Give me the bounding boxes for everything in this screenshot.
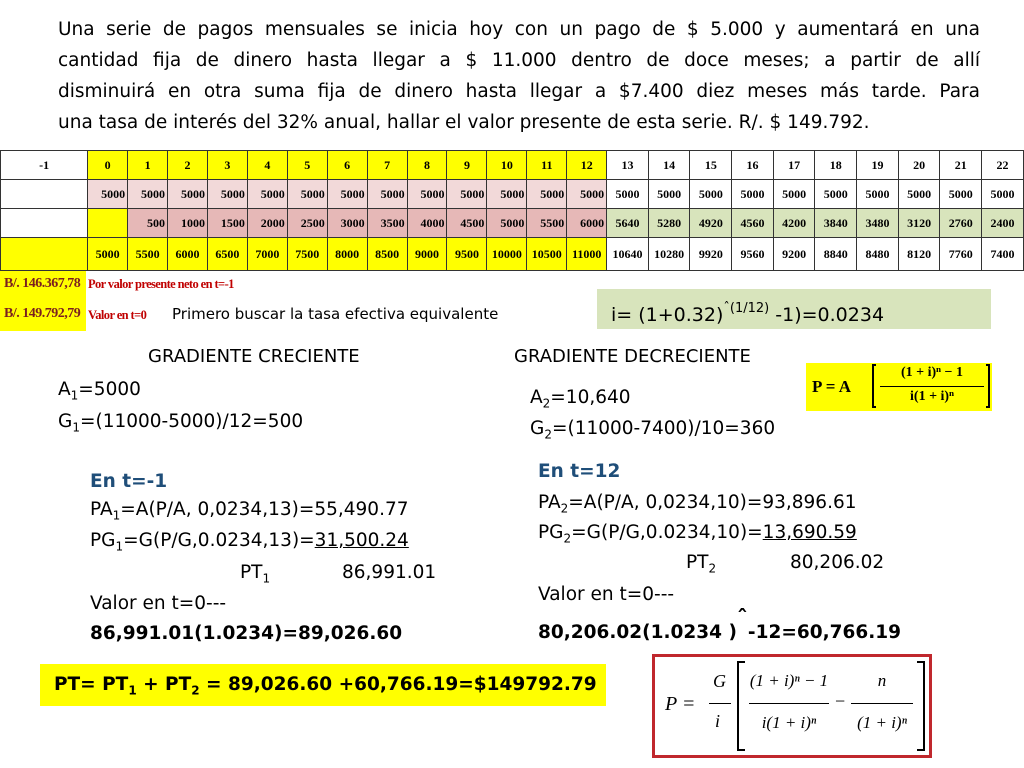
base-payment-cell: 5000	[857, 180, 899, 209]
total-payment-cell: 8840	[815, 238, 857, 271]
gradient-cell: 3480	[857, 209, 899, 238]
period-cell: 4	[247, 151, 287, 180]
period-cell: 20	[898, 151, 940, 180]
annuity-numerator: (1 + i)ⁿ − 1	[900, 365, 964, 380]
period-cell: 17	[773, 151, 815, 180]
base-payment-cell: 5000	[287, 180, 327, 209]
heading-decreasing-gradient: GRADIENTE DECRECIENTE	[514, 346, 751, 367]
pa1-value: $PA_1=A(P/A$, 0,0234,13)=55,490.77	[90, 499, 409, 523]
g2-value: $G_2=(11000-7400)/10=360$	[530, 418, 776, 442]
net-present-value-t-minus-1: B/. 146.367,78	[4, 276, 81, 291]
rate-formula-start: i= (1+0.32)	[611, 304, 724, 326]
gradient-cell: 2760	[940, 209, 982, 238]
period-cell: 8	[407, 151, 447, 180]
base-payment-cell: 5000	[168, 180, 208, 209]
cashflow-table	[0, 150, 1024, 271]
table-row	[1, 238, 1024, 271]
final-result: $PT= PT_1 + PT_2 = 89,026.60$ +60,766.19=$149792.79	[40, 664, 606, 706]
gradient-cell: 2400	[982, 209, 1024, 238]
gradient-cell: 2500	[287, 209, 327, 238]
bracket-left	[872, 364, 876, 408]
gradient-cell: 3500	[367, 209, 407, 238]
gradient-cell: 6000	[567, 209, 607, 238]
base-payment-cell: 5000	[982, 180, 1024, 209]
gradient-cell: 3840	[815, 209, 857, 238]
rate-note: Primero buscar la tasa efectiva equivalente	[172, 305, 499, 323]
a2-value: $A_2=10,640$	[530, 387, 631, 411]
problem-line-2: cantidad fija de dinero hasta llegar a $ 11.000 dentro de doce meses; a partir de allí	[58, 50, 980, 71]
period-cell: 0	[88, 151, 128, 180]
g-fraction-bar	[709, 703, 731, 704]
problem-line-3: disminuirá en otra suma fija de dinero hasta llegar a $7.400 diez meses más tarde. Para	[58, 81, 980, 102]
base-payment-cell: 5000	[940, 180, 982, 209]
right-time-label: En t=12	[538, 461, 621, 482]
period-cell: 5	[287, 151, 327, 180]
total-payment-cell: 10000	[487, 238, 527, 271]
period-cell: 7	[367, 151, 407, 180]
base-payment-cell: 5000	[773, 180, 815, 209]
gradient-cell: 2000	[247, 209, 287, 238]
value-t0: B/. 149.792,79	[4, 306, 81, 321]
period-cell: 13	[607, 151, 649, 180]
g1-value: $G_1=(11000-5000)/12=500$	[58, 411, 304, 435]
fraction-bar-1	[749, 703, 829, 704]
total-payment-cell: 9200	[773, 238, 815, 271]
gradient-i: i	[715, 711, 721, 731]
total-payment-cell: 9000	[407, 238, 447, 271]
total-payment-cell: 11000	[567, 238, 607, 271]
total-payment-cell: 5000	[88, 238, 128, 271]
period-cell: 12	[567, 151, 607, 180]
total-payment-cell: 6500	[207, 238, 247, 271]
base-payment-cell: 5000	[207, 180, 247, 209]
base-payment-cell: 5000	[88, 180, 128, 209]
period-cell: 19	[857, 151, 899, 180]
gradient-g: G	[713, 671, 726, 691]
left-value-t0-label: Valor en t=0---	[90, 593, 227, 614]
base-payment-cell: 5000	[367, 180, 407, 209]
bracket-left	[737, 661, 745, 751]
total-payment-cell: 7500	[287, 238, 327, 271]
annuity-formula	[806, 363, 992, 411]
period-cell: 11	[527, 151, 567, 180]
fraction-bar-2	[851, 703, 913, 704]
base-payment-cell: 5000	[815, 180, 857, 209]
gradient-num2: n	[877, 671, 887, 690]
gradient-formula	[652, 654, 932, 758]
period-cell: 14	[648, 151, 690, 180]
gradient-cell: 5000	[487, 209, 527, 238]
gradient-den1: i(1 + i)ⁿ	[761, 713, 817, 732]
base-payment-cell: 5000	[648, 180, 690, 209]
a1-value: $A_1=5000$	[58, 379, 141, 403]
total-payment-cell: 9500	[447, 238, 487, 271]
gradient-cell	[1, 209, 88, 238]
gradient-cell: 5280	[648, 209, 690, 238]
right-value-t0-label: Valor en t=0---	[538, 584, 675, 605]
net-present-value-label: Por valor presente neto en t=-1	[88, 277, 234, 291]
fraction-bar	[880, 386, 984, 387]
bracket-right	[917, 661, 925, 751]
base-payment-cell: 5000	[898, 180, 940, 209]
annuity-formula-lhs: P = A	[812, 377, 851, 396]
left-value-t0-calc: 86,991.01(1.0234)=89,026.60	[90, 623, 403, 644]
rate-exponent: (1/12)	[729, 301, 770, 316]
base-payment-cell: 5000	[527, 180, 567, 209]
pt2-value: 80,206.02	[790, 552, 885, 573]
gradient-cell: 1500	[207, 209, 247, 238]
total-payment-cell	[1, 238, 88, 271]
base-payment-cell: 5000	[447, 180, 487, 209]
base-payment-cell: 5000	[487, 180, 527, 209]
period-cell: 3	[207, 151, 247, 180]
base-payment-cell: 5000	[327, 180, 367, 209]
gradient-den2: (1 + i)ⁿ	[857, 713, 907, 732]
base-payment-cell: 5000	[128, 180, 168, 209]
problem-line-4: una tasa de interés del 32% anual, hallar el valor presente de esta serie. R/. $ 149.792.	[58, 112, 870, 133]
rate-caret: ˆ	[723, 301, 730, 316]
base-payment-cell: 5000	[407, 180, 447, 209]
gradient-formula-lhs: P =	[665, 693, 696, 715]
period-cell: 16	[732, 151, 774, 180]
right-value-t0-calc: 80,206.02(1.0234 )ˆ-12=60,766.19	[538, 607, 901, 643]
effective-rate-box	[597, 289, 991, 329]
pg1-value: $PG_1=G(P/G,0.0234,13)=31,500.24$	[90, 530, 409, 554]
problem-line-1: Una serie de pagos mensuales se inicia hoy con un pago de $ 5.000 y aumentará en una	[58, 19, 980, 40]
gradient-cell: 4000	[407, 209, 447, 238]
gradient-cell: 3000	[327, 209, 367, 238]
base-payment-cell: 5000	[247, 180, 287, 209]
total-payment-cell: 8480	[857, 238, 899, 271]
gradient-cell: 500	[128, 209, 168, 238]
period-cell: 18	[815, 151, 857, 180]
total-payment-cell: 10500	[527, 238, 567, 271]
minus-sign: −	[835, 691, 846, 711]
base-payment-cell: 5000	[607, 180, 649, 209]
total-payment-cell: 8000	[327, 238, 367, 271]
base-payment-cell: 5000	[690, 180, 732, 209]
pt1-value: 86,991.01	[342, 562, 437, 583]
total-payment-cell: 7400	[982, 238, 1024, 271]
total-payment-cell: 8500	[367, 238, 407, 271]
total-payment-cell: 10640	[607, 238, 649, 271]
gradient-cell: 4920	[690, 209, 732, 238]
total-payment-cell: 9920	[690, 238, 732, 271]
pa2-value: $PA_2=A(P/A$, 0,0234,10)=93,896.61	[538, 492, 857, 516]
gradient-cell: 4200	[773, 209, 815, 238]
gradient-cell: 1000	[168, 209, 208, 238]
pt2-label: $PT_2$	[686, 552, 717, 576]
base-payment-cell: 5000	[732, 180, 774, 209]
pg2-value: $PG_2=G(P/G,0.0234,10)=13,690.59$	[538, 522, 857, 546]
total-payment-cell: 8120	[898, 238, 940, 271]
gradient-num1: (1 + i)ⁿ − 1	[749, 671, 829, 690]
period-cell: 9	[447, 151, 487, 180]
period-cell: -1	[1, 151, 88, 180]
value-t0-label: Valor en t=0	[88, 308, 147, 322]
period-cell: 6	[327, 151, 367, 180]
gradient-cell: 5640	[607, 209, 649, 238]
total-payment-cell: 7000	[247, 238, 287, 271]
rate-formula-end: -1)=0.0234	[769, 304, 885, 326]
gradient-cell: 4560	[732, 209, 774, 238]
bracket-right	[986, 364, 990, 408]
period-cell: 1	[128, 151, 168, 180]
base-payment-cell: 5000	[567, 180, 607, 209]
period-cell: 2	[168, 151, 208, 180]
period-cell: 15	[690, 151, 732, 180]
period-cell: 21	[940, 151, 982, 180]
base-payment-cell	[1, 180, 88, 209]
pt1-label: $PT_1$	[240, 562, 271, 586]
total-payment-cell: 5500	[128, 238, 168, 271]
gradient-cell	[88, 209, 128, 238]
problem-statement	[58, 14, 980, 138]
total-payment-cell: 10280	[648, 238, 690, 271]
left-time-label: En t=-1	[90, 471, 168, 492]
gradient-cell: 5500	[527, 209, 567, 238]
total-payment-cell: 9560	[732, 238, 774, 271]
period-cell: 10	[487, 151, 527, 180]
table-row	[1, 209, 1024, 238]
total-payment-cell: 7760	[940, 238, 982, 271]
period-cell: 22	[982, 151, 1024, 180]
gradient-cell: 3120	[898, 209, 940, 238]
table-row	[1, 180, 1024, 209]
heading-increasing-gradient: GRADIENTE CRECIENTE	[148, 346, 360, 367]
gradient-cell: 4500	[447, 209, 487, 238]
table-row	[1, 151, 1024, 180]
total-payment-cell: 6000	[168, 238, 208, 271]
annuity-denominator: i(1 + i)ⁿ	[910, 389, 954, 404]
